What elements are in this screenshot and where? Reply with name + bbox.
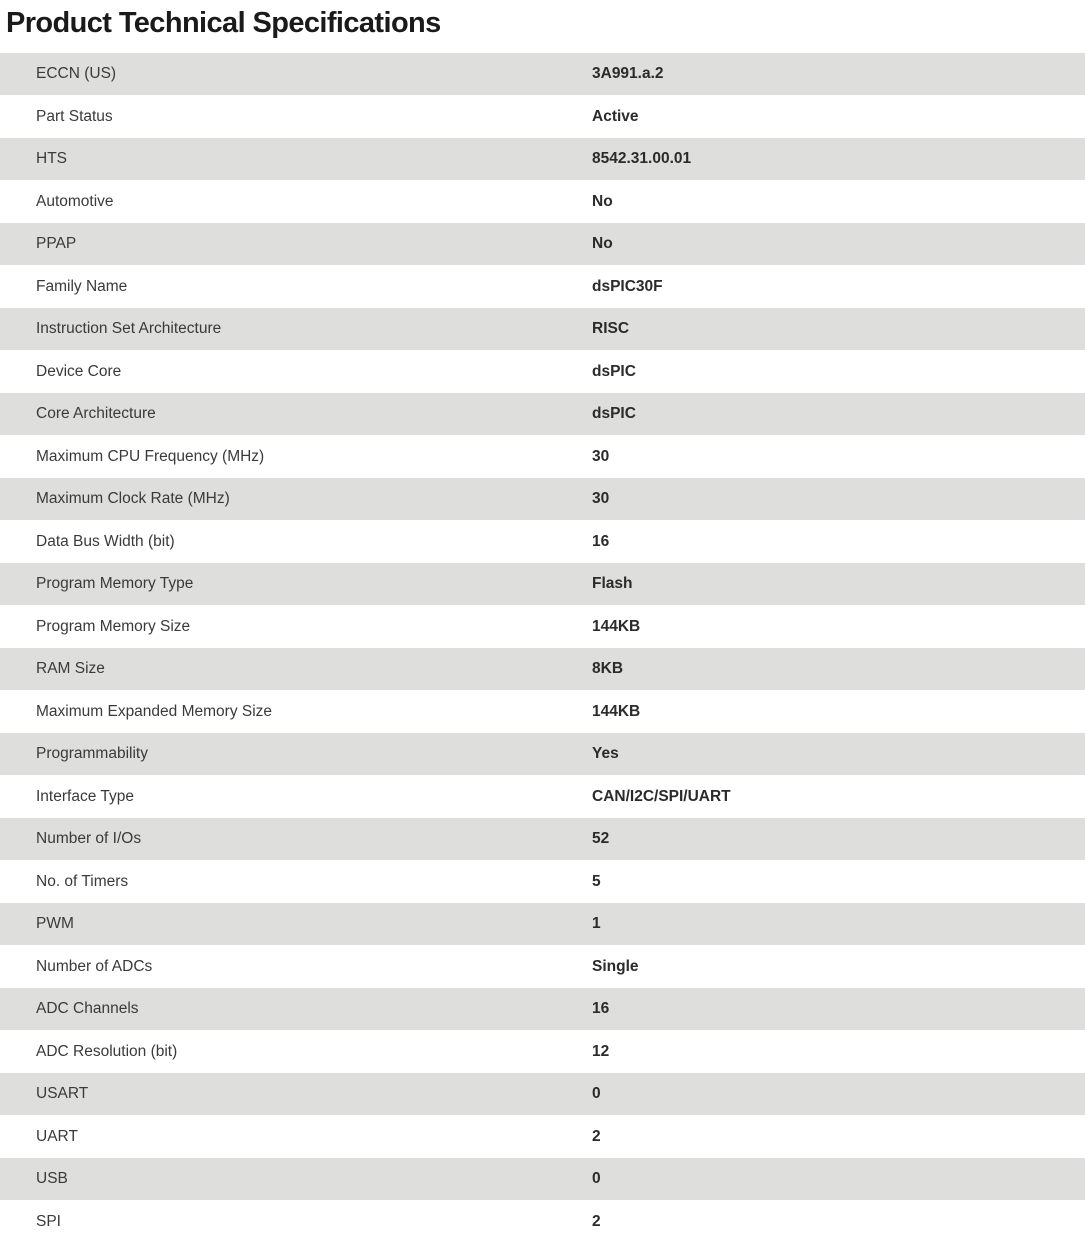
table-row (0, 690, 1085, 733)
table-row (0, 1200, 1085, 1243)
spec-attribute-value: Active (564, 95, 1085, 138)
spec-attribute-value: 52 (564, 818, 1085, 861)
table-row (0, 393, 1085, 436)
table-row (0, 903, 1085, 946)
spec-attribute-value: dsPIC30F (564, 265, 1085, 308)
spec-attribute-value: No (564, 180, 1085, 223)
table-row (0, 435, 1085, 478)
table-row (0, 860, 1085, 903)
table-row (0, 350, 1085, 393)
spec-attribute-value: 1 (564, 903, 1085, 946)
spec-attribute-value: 16 (564, 520, 1085, 563)
table-row (0, 563, 1085, 606)
spec-attribute-label: No. of Timers (0, 860, 564, 903)
table-row (0, 988, 1085, 1031)
spec-attribute-value: 12 (564, 1030, 1085, 1073)
spec-attribute-value: 16 (564, 988, 1085, 1031)
spec-attribute-label: Device Core (0, 350, 564, 393)
table-row (0, 605, 1085, 648)
spec-attribute-value: No (564, 223, 1085, 266)
spec-attribute-label: RAM Size (0, 648, 564, 691)
table-row (0, 945, 1085, 988)
table-row (0, 95, 1085, 138)
spec-attribute-value: 5 (564, 860, 1085, 903)
spec-attribute-label: USB (0, 1158, 564, 1201)
table-row (0, 53, 1085, 96)
table-row (0, 180, 1085, 223)
product-specifications-table (0, 53, 1085, 1243)
table-row (0, 775, 1085, 818)
spec-attribute-label: Maximum Expanded Memory Size (0, 690, 564, 733)
spec-attribute-label: HTS (0, 138, 564, 181)
spec-attribute-label: Interface Type (0, 775, 564, 818)
spec-attribute-value: 30 (564, 478, 1085, 521)
spec-attribute-value: Yes (564, 733, 1085, 776)
spec-attribute-value: 144KB (564, 605, 1085, 648)
spec-attribute-label: Program Memory Size (0, 605, 564, 648)
spec-attribute-value: dsPIC (564, 393, 1085, 436)
spec-attribute-label: Core Architecture (0, 393, 564, 436)
spec-attribute-label: Part Status (0, 95, 564, 138)
spec-attribute-label: SPI (0, 1200, 564, 1243)
spec-attribute-label: Maximum CPU Frequency (MHz) (0, 435, 564, 478)
spec-attribute-label: Programmability (0, 733, 564, 776)
spec-attribute-label: Number of ADCs (0, 945, 564, 988)
specifications-page (0, 6, 1085, 1243)
spec-attribute-label: PPAP (0, 223, 564, 266)
spec-attribute-label: Program Memory Type (0, 563, 564, 606)
spec-attribute-label: Number of I/Os (0, 818, 564, 861)
table-row (0, 1073, 1085, 1116)
page-title: Product Technical Specifications (6, 7, 441, 39)
table-row (0, 520, 1085, 563)
spec-attribute-value: 30 (564, 435, 1085, 478)
spec-attribute-label: ADC Resolution (bit) (0, 1030, 564, 1073)
spec-attribute-value: Single (564, 945, 1085, 988)
table-row (0, 648, 1085, 691)
table-row (0, 223, 1085, 266)
spec-attribute-label: Family Name (0, 265, 564, 308)
spec-attribute-label: Instruction Set Architecture (0, 308, 564, 351)
spec-attribute-value: 8542.31.00.01 (564, 138, 1085, 181)
spec-attribute-value: 3A991.a.2 (564, 53, 1085, 96)
table-row (0, 265, 1085, 308)
table-row (0, 818, 1085, 861)
table-row (0, 1115, 1085, 1158)
table-row (0, 478, 1085, 521)
spec-attribute-value: dsPIC (564, 350, 1085, 393)
spec-attribute-label: ADC Channels (0, 988, 564, 1031)
spec-attribute-label: PWM (0, 903, 564, 946)
table-row (0, 1030, 1085, 1073)
spec-attribute-label: UART (0, 1115, 564, 1158)
spec-attribute-value: RISC (564, 308, 1085, 351)
spec-attribute-value: 0 (564, 1158, 1085, 1201)
table-row (0, 138, 1085, 181)
table-row (0, 308, 1085, 351)
spec-attribute-value: Flash (564, 563, 1085, 606)
spec-attribute-label: ECCN (US) (0, 53, 564, 96)
spec-attribute-value: 144KB (564, 690, 1085, 733)
spec-attribute-value: 2 (564, 1200, 1085, 1243)
spec-attribute-label: Automotive (0, 180, 564, 223)
spec-attribute-label: Maximum Clock Rate (MHz) (0, 478, 564, 521)
table-row (0, 733, 1085, 776)
spec-attribute-label: Data Bus Width (bit) (0, 520, 564, 563)
spec-attribute-value: 2 (564, 1115, 1085, 1158)
spec-attribute-label: USART (0, 1073, 564, 1116)
specifications-table-body (0, 53, 1085, 1243)
spec-attribute-value: 0 (564, 1073, 1085, 1116)
spec-attribute-value: 8KB (564, 648, 1085, 691)
table-row (0, 1158, 1085, 1201)
spec-attribute-value: CAN/I2C/SPI/UART (564, 775, 1085, 818)
